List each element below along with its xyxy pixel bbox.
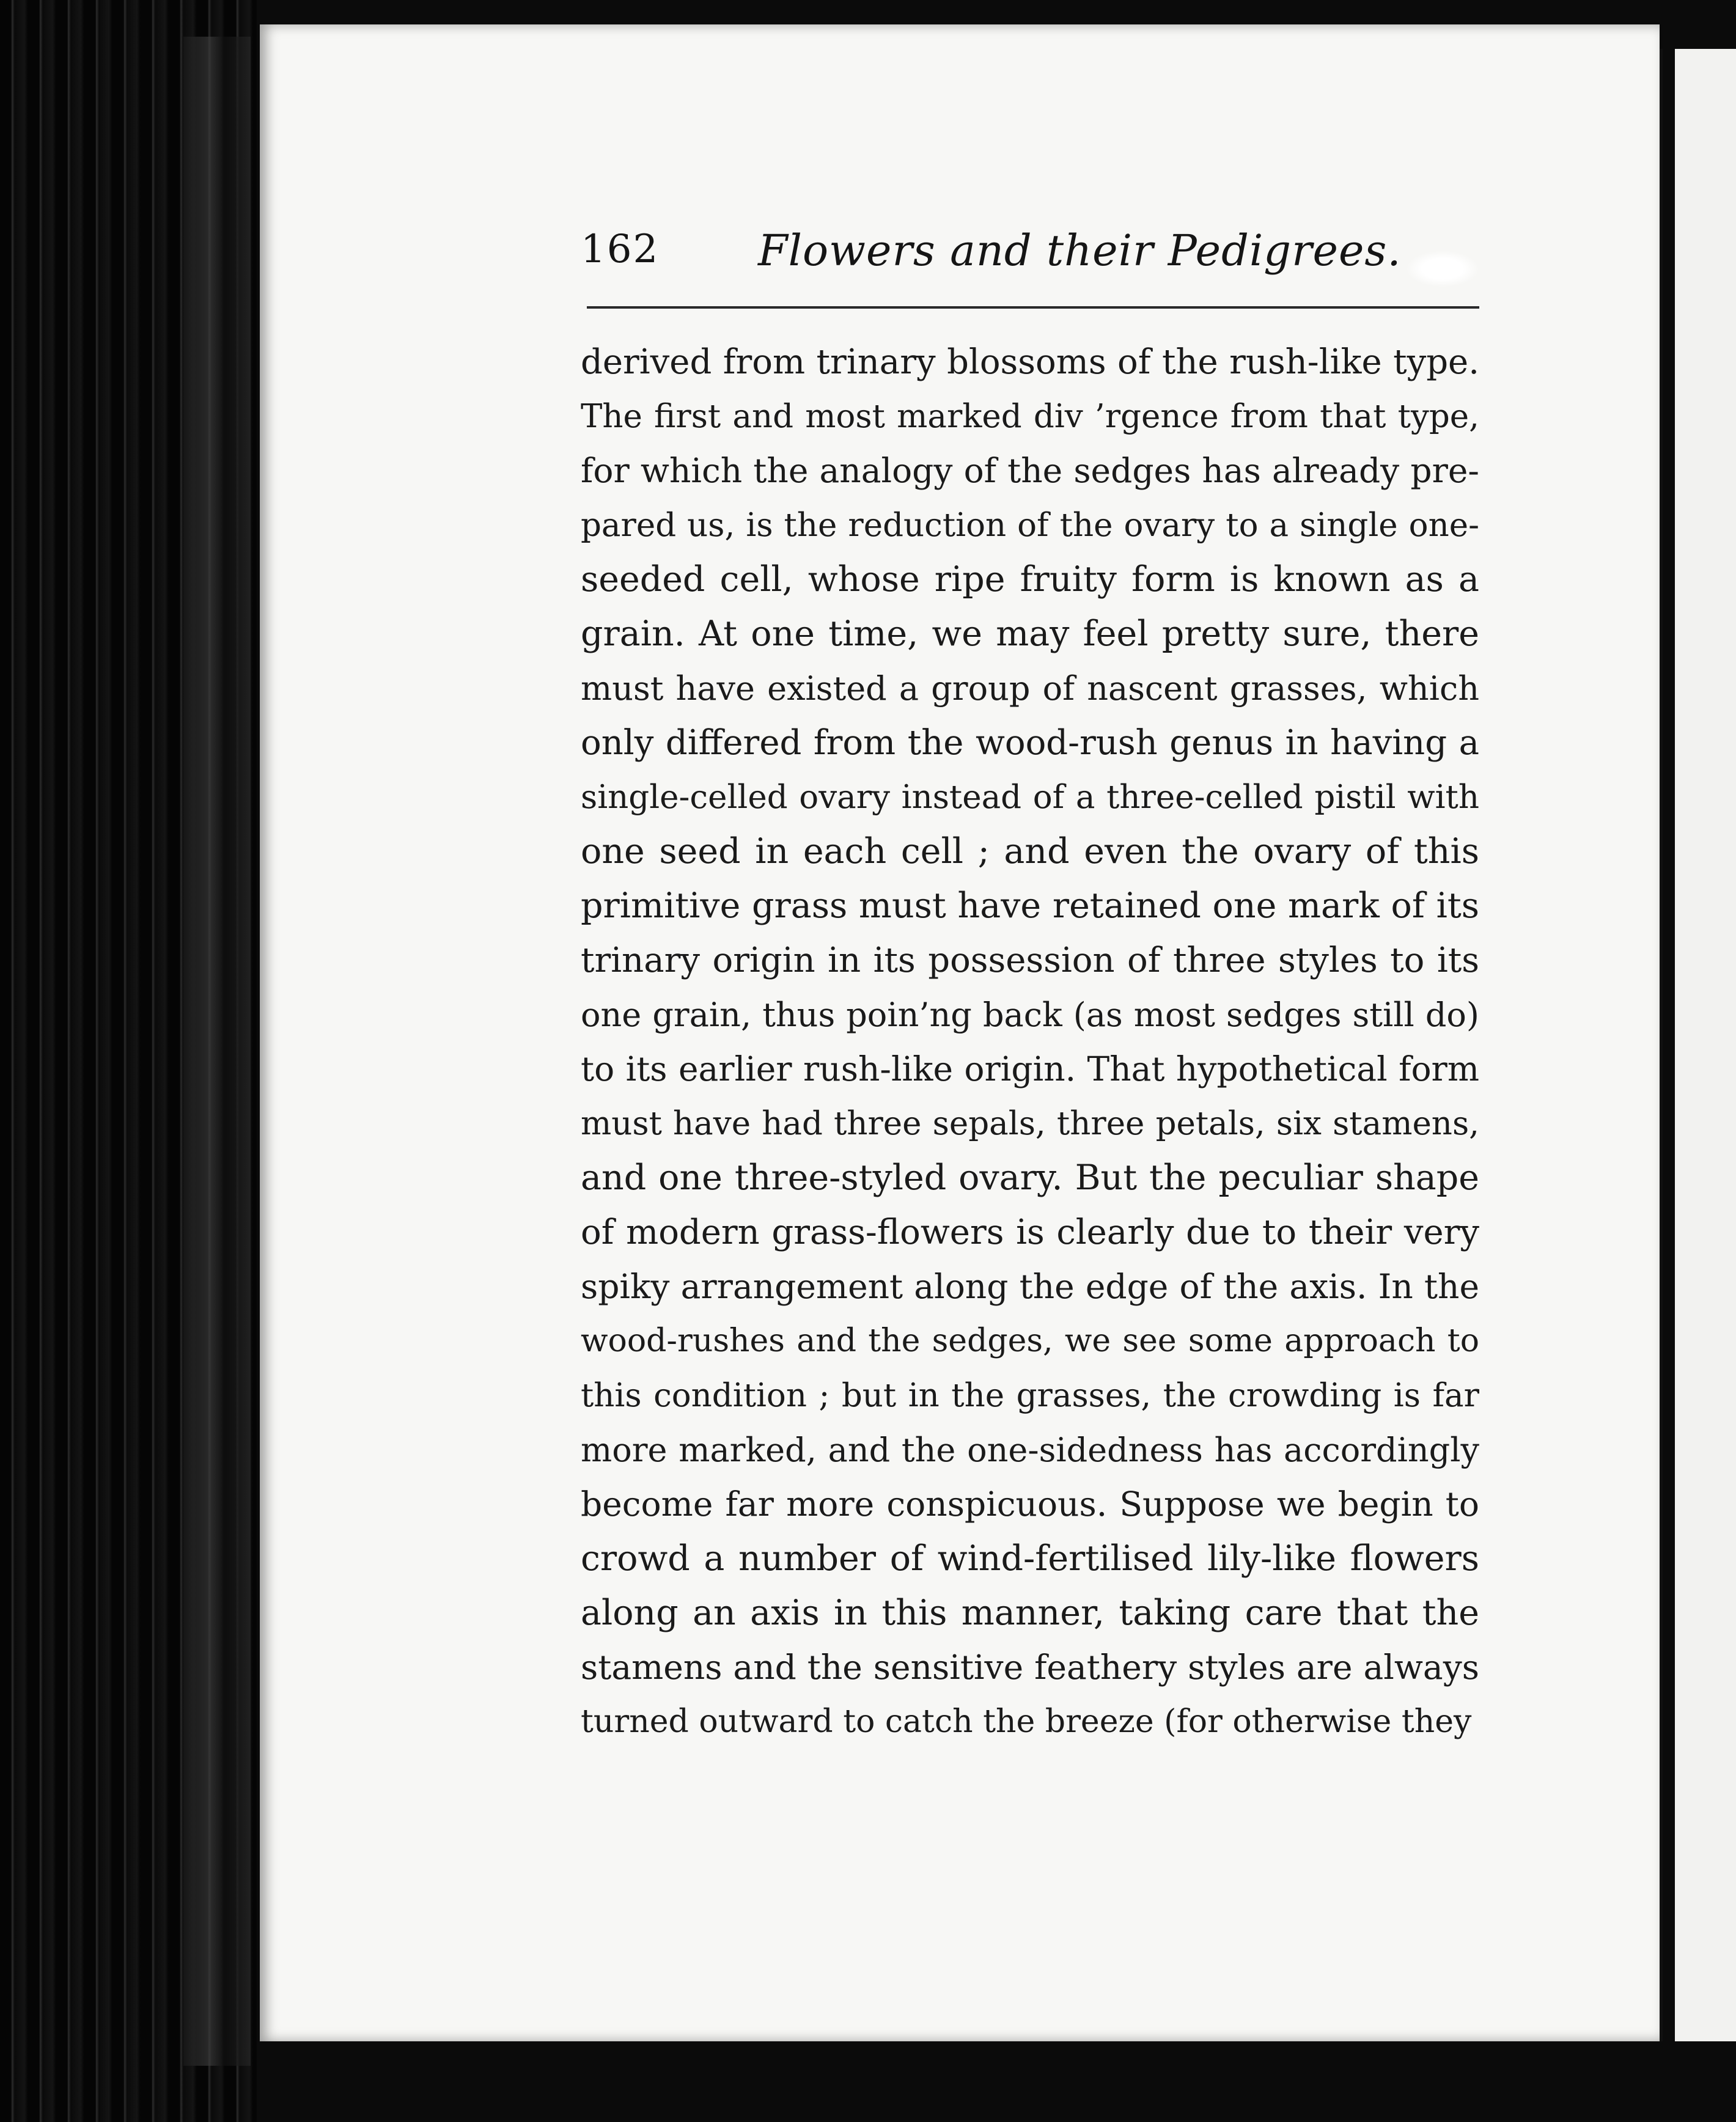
text-line: derived from trinary blossoms of the rush-like type. bbox=[581, 342, 1479, 382]
text-line: along an axis in this manner, taking care that the bbox=[581, 1593, 1479, 1633]
running-head: Flowers and their Pedigrees. bbox=[758, 226, 1402, 276]
text-line: primitive grass must have retained one mark of its bbox=[581, 886, 1479, 926]
page-number: 162 bbox=[581, 227, 660, 272]
text-line: to its earlier rush-like origin. That hypothetical form bbox=[581, 1049, 1479, 1089]
text-line: crowd a number of wind-fertilised lily-like flowers bbox=[581, 1538, 1479, 1579]
text-line: more marked, and the one-sidedness has accordingly bbox=[581, 1431, 1479, 1469]
text-line: must have existed a group of nascent grasses, which bbox=[581, 669, 1479, 708]
body-text bbox=[581, 335, 1479, 1749]
text-line: one seed in each cell ; and even the ovary of this bbox=[581, 831, 1479, 872]
adjacent-page-edge bbox=[1675, 49, 1736, 2041]
text-line: wood-rushes and the sedges, we see some approach to bbox=[581, 1323, 1479, 1359]
scan-smudge bbox=[1406, 251, 1479, 287]
page-header bbox=[581, 217, 1479, 284]
text-line: The first and most marked div ’rgence from that type, bbox=[581, 398, 1479, 435]
page-edges bbox=[183, 37, 251, 2066]
text-line: one grain, thus poin’ng back (as most sedges still do) bbox=[581, 996, 1479, 1034]
text-line: for which the analogy of the sedges has already pre- bbox=[581, 451, 1479, 490]
text-line: turned outward to catch the breeze (for otherwise they bbox=[581, 1703, 1472, 1740]
text-line: become far more conspicuous. Suppose we begin to bbox=[581, 1485, 1479, 1524]
text-line: spiky arrangement along the edge of the axis. In the bbox=[581, 1267, 1479, 1306]
text-line: grain. At one time, we may feel pretty sure, there bbox=[581, 614, 1479, 654]
text-line: stamens and the sensitive feathery styles are always bbox=[581, 1648, 1479, 1687]
text-line: and one three-styled ovary. But the peculiar shape bbox=[581, 1158, 1479, 1198]
text-line: pared us, is the reduction of the ovary to a single one- bbox=[581, 507, 1479, 544]
text-line: trinary origin in its possession of three styles to its bbox=[581, 941, 1479, 980]
header-rule bbox=[587, 306, 1479, 309]
text-line: only differed from the wood-rush genus in having a bbox=[581, 723, 1479, 763]
text-line: of modern grass-flowers is clearly due to their very bbox=[581, 1213, 1479, 1252]
text-line: this condition ; but in the grasses, the crowding is far bbox=[581, 1377, 1479, 1414]
text-line: single-celled ovary instead of a three-celled pistil with bbox=[581, 779, 1479, 816]
text-line: seeded cell, whose ripe fruity form is known as a bbox=[581, 559, 1479, 600]
text-line: must have had three sepals, three petals, six stamens, bbox=[581, 1105, 1479, 1142]
